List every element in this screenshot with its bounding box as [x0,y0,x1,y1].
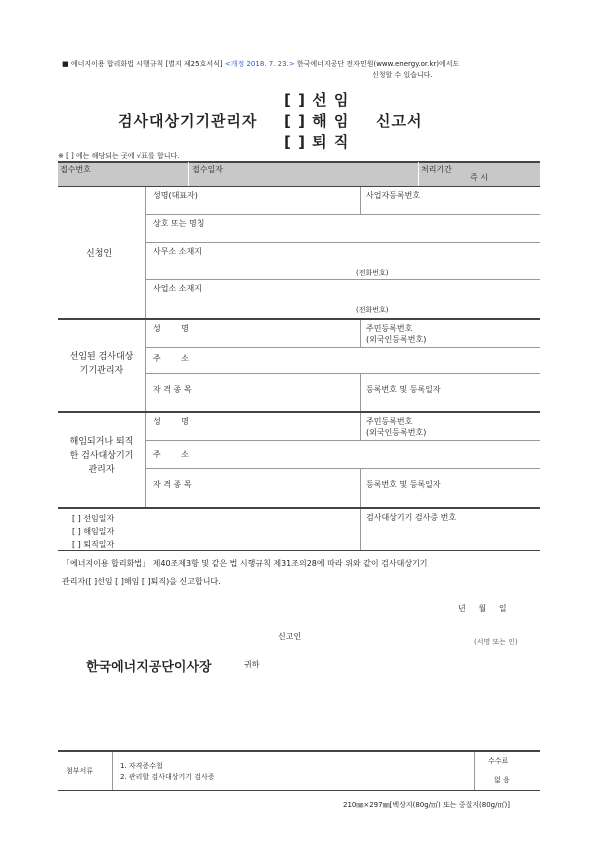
online-notice-line2: 신청할 수 있습니다. [372,71,433,79]
title-option-appoint: [ ] 선 임 [284,91,350,109]
retire-date-checkbox[interactable]: [ ] 퇴직일자 [72,540,115,549]
appointed-address-label: 주 소 [153,354,189,363]
dismissed-section-line3: 관리자 [88,465,115,475]
signature-hint: (서명 또는 인) [474,638,518,646]
title-option-retire: [ ] 퇴 직 [284,133,350,151]
title-option-dismiss: [ ] 해 임 [284,112,350,130]
office-phone-label: (전화번호) [356,269,389,277]
appointed-section-line1: 선임된 검사대상 [69,352,134,362]
inspection-cert-no-label: 검사대상기기 검사증 번호 [366,513,457,522]
dismissed-rrn-line2: (외국인등록번호) [366,428,427,437]
check-note: ※ [ ] 에는 해당되는 곳에 √표를 합니다. [58,152,180,160]
dismissed-section-line2: 한 검사대상기기 [69,451,134,461]
appointed-section-line2: 기기관리자 [79,366,124,376]
appointed-rrn-label [366,323,426,345]
receipt-date-label: 접수일자 [192,165,223,174]
dismissed-name-label: 성 명 [153,417,189,426]
appoint-date-checkbox[interactable]: [ ] 선임일자 [72,514,115,523]
processing-period-label: 처리기간 [421,165,452,174]
dismissed-section-label [58,435,145,477]
appointed-rrn-line1: 주민등록번호 [366,324,413,333]
appointed-registration-label: 등록번호 및 등록일자 [366,385,441,394]
title-suffix: 신고서 [376,112,423,130]
dismissed-section-line1: 해임되거나 퇴직 [69,437,134,447]
statement-line2: 관리자([ ]선임 [ ]해임 [ ]퇴직)을 신고합니다. [62,577,221,586]
online-notice-line1: 한국에너지공단 전자민원(www.energy.or.kr)에서도 [296,60,460,68]
reporter-label: 신고인 [278,632,302,641]
office-address-label: 사무소 소재지 [153,247,202,256]
title-main: 검사대상기기관리자 [118,112,258,130]
regulation-header [62,59,459,69]
attachments-label: 첨부서류 [66,767,94,775]
attachment-item-2: 2. 관리할 검사대상기기 검사증 [120,773,215,781]
site-address-label: 사업소 소재지 [153,284,202,293]
appointed-qualification-label: 자 격 종 목 [153,385,192,394]
dismissed-rrn-label [366,416,426,438]
dismissed-registration-label: 등록번호 및 등록일자 [366,480,441,489]
business-reg-no-label: 사업자등록번호 [366,191,421,200]
applicant-name-label: 성명(대표자) [153,191,198,200]
date-checklist [72,512,114,551]
trade-name-label: 상호 또는 명칭 [153,219,205,228]
attachments-list [120,761,215,783]
statement-line1: 「에너지이용 합리화법」 제40조제3항 및 같은 법 시행규칙 제31조의28에 따라 위와 같이 검사대상기기 [62,559,428,568]
square-bullet-icon: ■ [62,60,69,68]
appointed-section-label [58,350,145,378]
fee-value: 없 음 [494,776,510,784]
attachment-item-1: 1. 자격증수첩 [120,762,163,770]
dismissed-address-label: 주 소 [153,450,189,459]
regulation-text: 에너지이용 합리화법 시행규칙 [별지 제25호서식] [70,60,223,68]
recipient-suffix: 귀하 [244,660,260,669]
revision-text: <개정 2018. 7. 23.> [224,60,295,68]
sign-date: 년 월 일 [458,604,507,613]
appointed-name-label: 성 명 [153,324,189,333]
fee-label: 수수료 [488,757,509,765]
appointed-rrn-line2: (외국인등록번호) [366,335,427,344]
dismiss-date-checkbox[interactable]: [ ] 해임일자 [72,527,115,536]
dismissed-qualification-label: 자 격 종 목 [153,480,192,489]
applicant-section-label: 신청인 [86,249,113,259]
receipt-number-label: 접수번호 [60,165,91,174]
paper-spec-footer: 210㎜×297㎜[백상지(80g/㎡) 또는 중질지(80g/㎡)] [343,801,510,809]
processing-period-value: 즉 시 [470,173,488,182]
receipt-bar [58,162,540,186]
recipient-name: 한국에너지공단이사장 [86,660,212,675]
dismissed-rrn-line1: 주민등록번호 [366,417,413,426]
site-phone-label: (전화번호) [356,306,389,314]
